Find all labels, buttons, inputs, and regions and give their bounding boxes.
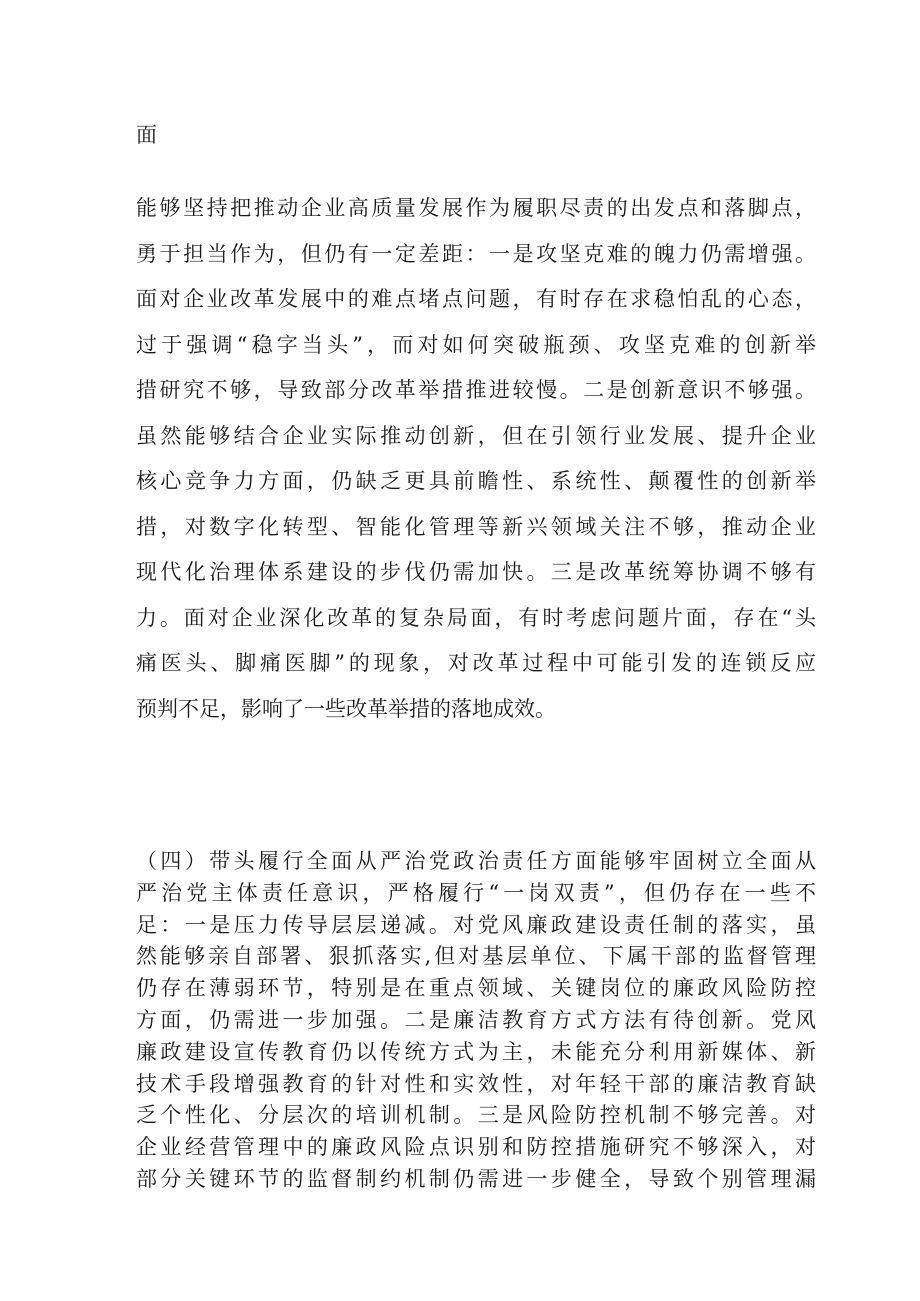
- paragraph-line: 能够坚持把推动企业高质量发展作为履职尽责的出发点和落脚点，: [136, 196, 816, 220]
- paragraph-line: 核心竞争力方面，仍缺乏更具前瞻性、系统性、颠覆性的创新举: [136, 469, 816, 493]
- paragraph-line: 技术手段增强教育的针对性和实效性，对年轻干部的廉洁教育缺: [136, 1071, 816, 1096]
- paragraph-line: 企业经营管理中的廉政风险点识别和防控措施研究不够深入，对: [136, 1135, 816, 1160]
- paragraph-line: 乏个性化、分层次的培训机制。三是风险防控机制不够完善。对: [136, 1103, 816, 1128]
- paragraph-line: 方面，仍需进一步加强。二是廉洁教育方式方法有待创新。党风: [136, 1007, 816, 1032]
- paragraph-line: 面对企业改革发展中的难点堵点问题，有时存在求稳怕乱的心态，: [136, 287, 816, 311]
- paragraph-line: 痛医头、脚痛医脚”的现象，对改革过程中可能引发的连锁反应: [136, 651, 816, 675]
- paragraph-line: 力。面对企业深化改革的复杂局面，有时考虑问题片面，存在“头: [136, 605, 816, 630]
- paragraph-party-discipline: [136, 846, 816, 1196]
- paragraph-line: 廉政建设宣传教育仍以传统方式为主，未能充分利用新媒体、新: [136, 1039, 816, 1064]
- paragraph-line: 措研究不够，导致部分改革举措推进较慢。二是创新意识不够强。: [136, 378, 816, 402]
- paragraph-line: 足：一是压力传导层层递减。对党风廉政建设责任制的落实，虽: [136, 912, 816, 937]
- paragraph-line: 部分关键环节的监督制约机制仍需进一步健全，导致个别管理漏: [136, 1166, 816, 1191]
- paragraph-innovation: [136, 186, 816, 732]
- paragraph-line: 措，对数字化转型、智能化管理等新兴领域关注不够，推动企业: [136, 514, 816, 539]
- paragraph-line: 仍存在薄弱环节，特别是在重点领域、关键岗位的廉政风险防控: [136, 976, 816, 1001]
- paragraph-line: 预判不足，影响了一些改革举措的落地成效。: [136, 696, 556, 721]
- paragraph-line: 虽然能够结合企业实际推动创新，但在引领行业发展、提升企业: [136, 423, 816, 448]
- paragraph-line: 严治党主体责任意识，严格履行“一岗双责”，但仍存在一些不: [136, 880, 816, 905]
- page-fragment-text: 面: [136, 123, 157, 147]
- paragraph-line: 然能够亲自部署、狠抓落实,但对基层单位、下属干部的监督管理: [136, 944, 816, 969]
- paragraph-line: 现代化治理体系建设的步伐仍需加快。三是改革统筹协调不够有: [136, 560, 816, 584]
- paragraph-line: （四）带头履行全面从严治党政治责任方面能够牢固树立全面从: [136, 849, 816, 873]
- paragraph-line: 勇于担当作为，但仍有一定差距：一是攻坚克难的魄力仍需增强。: [136, 241, 816, 266]
- paragraph-line: 过于强调“稳字当头”，而对如何突破瓶颈、攻坚克难的创新举: [136, 332, 816, 357]
